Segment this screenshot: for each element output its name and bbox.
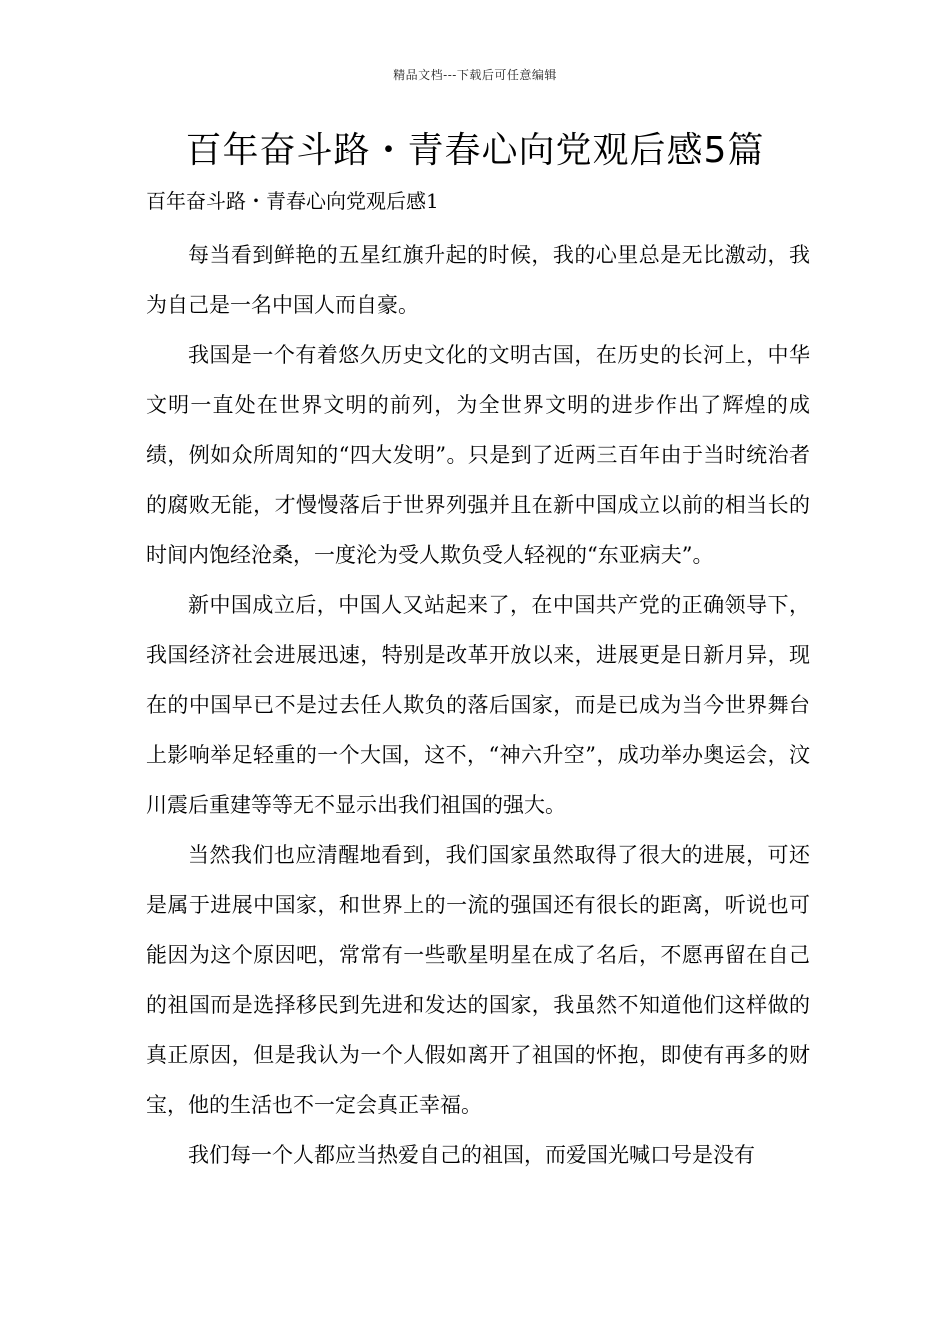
paragraph: 我国是一个有着悠久历史文化的文明古国，在历史的长河上，中华文明一直处在世界文明的前列，为全世界文明的进步作出了辉煌的成绩，例如众所周知的“四大发明”。只是到了近两三百年由于当时统治者的腐败无能，才慢慢落后于世界列强并且在新中国成立以前的相当长的时间内饱经沧桑，一度沦为受人欺负受人轻视的“东亚病夫”。 [146, 343, 810, 567]
body-text [146, 230, 810, 1180]
document-title: 百年奋斗路・青春心向党观后感5篇 [185, 130, 765, 171]
paragraph: 每当看到鲜艳的五星红旗升起的时候，我的心里总是无比激动，我为自己是一名中国人而自豪。 [146, 243, 810, 317]
paragraph: 当然我们也应清醒地看到，我们国家虽然取得了很大的进展，可还是属于进展中国家，和世界上的一流的强国还有很长的距离，听说也可能因为这个原因吧，常常有一些歌星明星在成了名后，不愿再留在自己的祖国而是选择移民到先进和发达的国家，我虽然不知道他们这样做的真正原因，但是我认为一个人假如离开了祖国的怀抱，即使有再多的财宝，他的生活也不一定会真正幸福。 [146, 843, 810, 1117]
paragraph: 我们每一个人都应当热爱自己的祖国，而爱国光喊口号是没有 [188, 1143, 755, 1167]
header-note: 精品文档---下载后可任意编辑 [393, 68, 557, 82]
section-subtitle: 百年奋斗路・青春心向党观后感1 [146, 189, 439, 213]
paragraph: 新中国成立后，中国人又站起来了，在中国共产党的正确领导下，我国经济社会进展迅速，特别是改革开放以来，进展更是日新月异，现在的中国早已不是过去任人欺负的落后国家，而是已成为当今世界舞台上影响举足轻重的一个大国，这不，“神六升空”，成功举办奥运会，汶川震后重建等等无不显示出我们祖国的强大。 [146, 593, 810, 817]
